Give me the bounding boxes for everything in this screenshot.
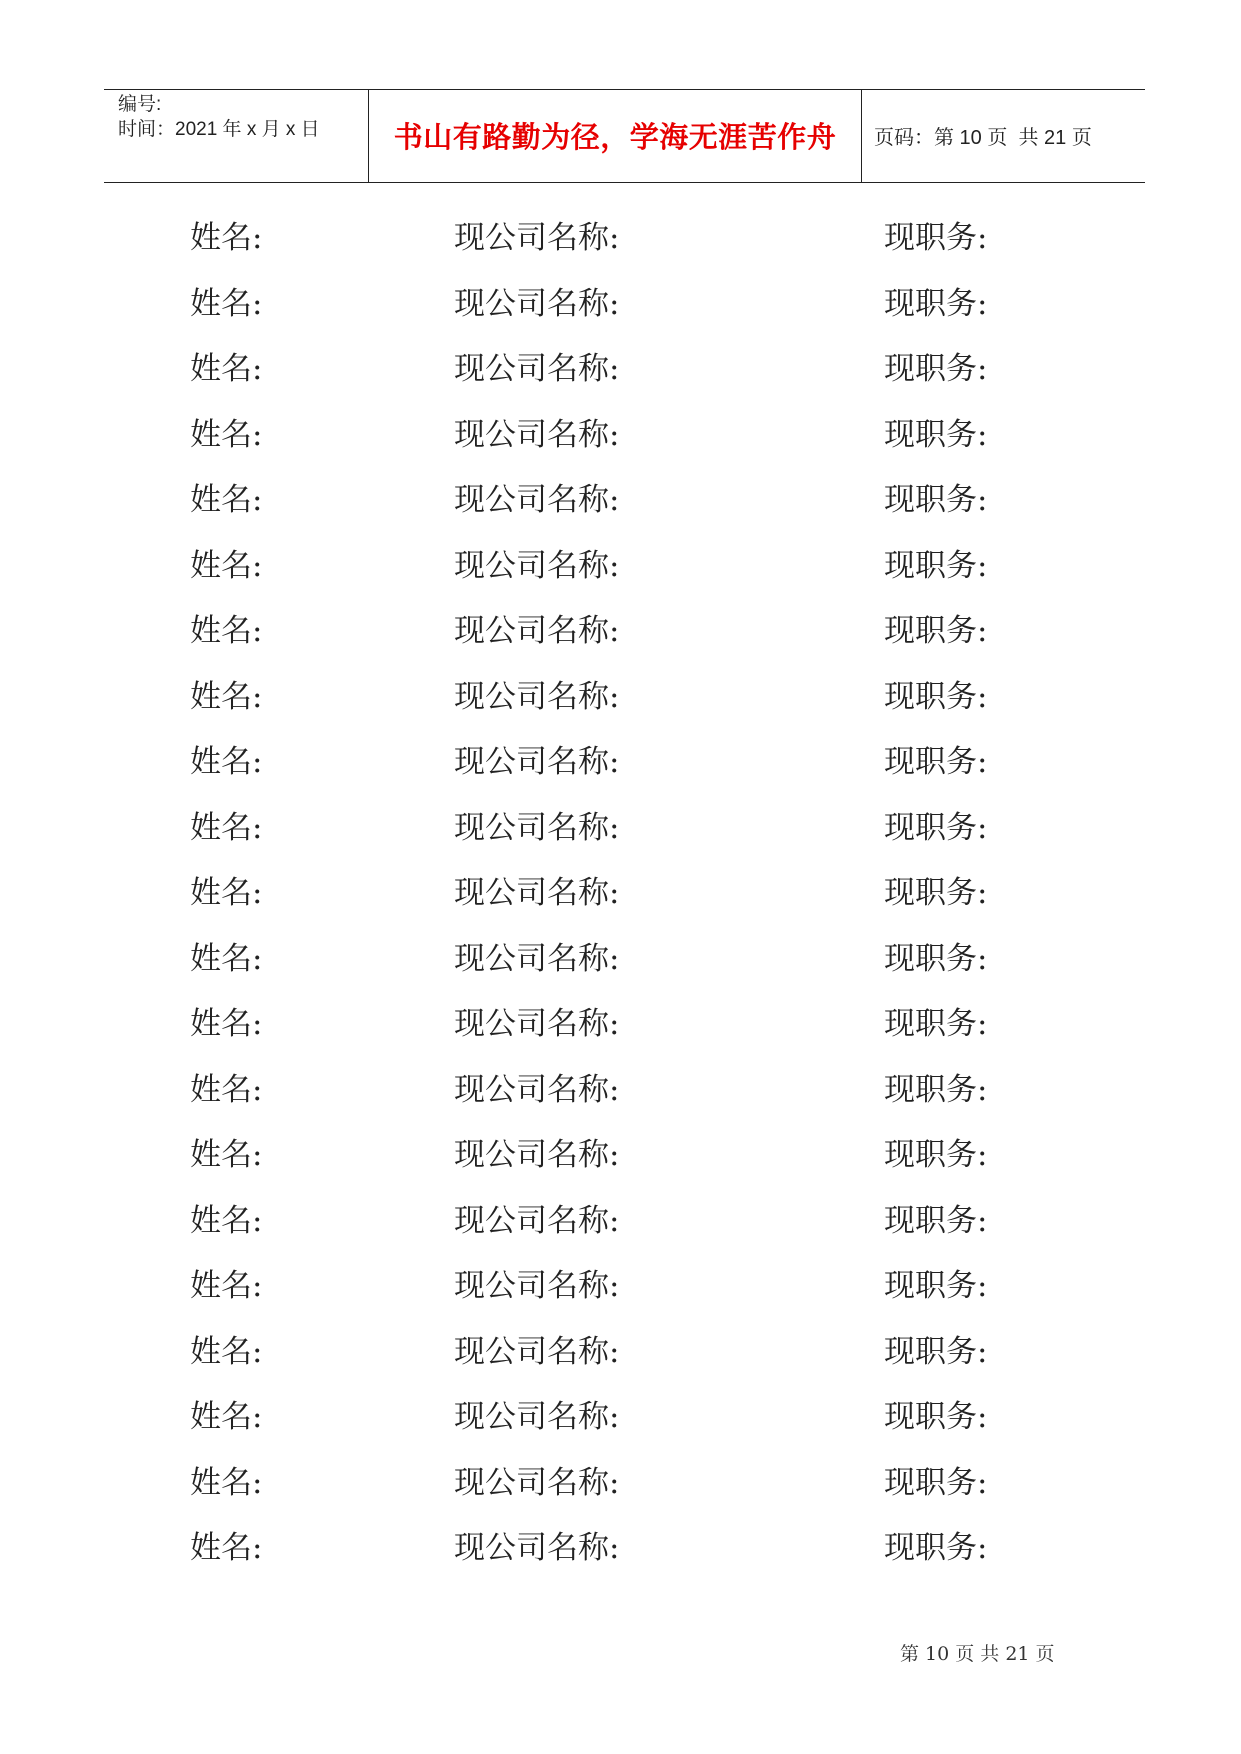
job-title-label: 现职务: xyxy=(884,1333,988,1370)
name-label: 姓名: xyxy=(190,1268,263,1304)
job-title-label: 现职务: xyxy=(884,1071,988,1108)
list-item xyxy=(0,873,1241,939)
company-name-label: 现公司名称: xyxy=(454,1202,620,1239)
company-name-label: 现公司名称: xyxy=(454,1464,620,1501)
list-item xyxy=(0,1266,1241,1332)
company-name-label: 现公司名称: xyxy=(454,1137,620,1173)
name-label: 姓名: xyxy=(190,482,263,518)
job-title-label: 现职务: xyxy=(884,482,988,518)
list-item xyxy=(0,1070,1241,1136)
name-label: 姓名: xyxy=(190,1071,263,1108)
company-name-label: 现公司名称: xyxy=(454,351,620,387)
company-name-label: 现公司名称: xyxy=(454,809,620,846)
company-name-label: 现公司名称: xyxy=(454,1530,620,1566)
name-label: 姓名: xyxy=(190,220,263,256)
company-name-label: 现公司名称: xyxy=(454,678,620,715)
list-item xyxy=(0,284,1241,350)
name-label: 姓名: xyxy=(190,1006,263,1042)
company-name-label: 现公司名称: xyxy=(454,547,620,584)
list-item xyxy=(0,415,1241,481)
company-name-label: 现公司名称: xyxy=(454,744,620,780)
company-name-label: 现公司名称: xyxy=(454,1071,620,1108)
list-item xyxy=(0,808,1241,874)
list-item xyxy=(0,1201,1241,1267)
name-label: 姓名: xyxy=(190,1530,263,1566)
name-label: 姓名: xyxy=(190,547,263,584)
name-label: 姓名: xyxy=(190,285,263,322)
job-title-label: 现职务: xyxy=(884,1530,988,1566)
header-page-info: 页码：第 10 页 共 21 页 xyxy=(874,127,1092,149)
list-item xyxy=(0,1135,1241,1201)
job-title-label: 现职务: xyxy=(884,351,988,387)
job-title-label: 现职务: xyxy=(884,1202,988,1239)
job-title-label: 现职务: xyxy=(884,416,988,453)
list-item xyxy=(0,218,1241,284)
contact-list xyxy=(0,218,1241,1594)
footer-page-number: 第 10 页 共 21 页 xyxy=(900,1643,1055,1665)
header-motto: 书山有路勤为径，学海无涯苦作舟 xyxy=(393,120,837,154)
job-title-label: 现职务: xyxy=(884,744,988,780)
list-item xyxy=(0,1004,1241,1070)
list-item xyxy=(0,349,1241,415)
list-item xyxy=(0,611,1241,677)
job-title-label: 现职务: xyxy=(884,940,988,977)
name-label: 姓名: xyxy=(190,1333,263,1370)
name-label: 姓名: xyxy=(190,1464,263,1501)
name-label: 姓名: xyxy=(190,744,263,780)
job-title-label: 现职务: xyxy=(884,809,988,846)
serial-number-label: 编号: xyxy=(118,94,162,115)
job-title-label: 现职务: xyxy=(884,1137,988,1173)
job-title-label: 现职务: xyxy=(884,285,988,322)
company-name-label: 现公司名称: xyxy=(454,285,620,322)
name-label: 姓名: xyxy=(190,809,263,846)
name-label: 姓名: xyxy=(190,1399,263,1435)
company-name-label: 现公司名称: xyxy=(454,1399,620,1435)
list-item xyxy=(0,1463,1241,1529)
list-item xyxy=(0,1397,1241,1463)
name-label: 姓名: xyxy=(190,678,263,715)
job-title-label: 现职务: xyxy=(884,678,988,715)
job-title-label: 现职务: xyxy=(884,220,988,256)
name-label: 姓名: xyxy=(190,416,263,453)
list-item xyxy=(0,480,1241,546)
company-name-label: 现公司名称: xyxy=(454,220,620,256)
name-label: 姓名: xyxy=(190,875,263,911)
list-item xyxy=(0,1528,1241,1594)
job-title-label: 现职务: xyxy=(884,1006,988,1042)
job-title-label: 现职务: xyxy=(884,1464,988,1501)
job-title-label: 现职务: xyxy=(884,1399,988,1435)
job-title-label: 现职务: xyxy=(884,1268,988,1304)
name-label: 姓名: xyxy=(190,613,263,649)
company-name-label: 现公司名称: xyxy=(454,1268,620,1304)
job-title-label: 现职务: xyxy=(884,547,988,584)
company-name-label: 现公司名称: xyxy=(454,1333,620,1370)
company-name-label: 现公司名称: xyxy=(454,875,620,911)
job-title-label: 现职务: xyxy=(884,875,988,911)
list-item xyxy=(0,939,1241,1005)
company-name-label: 现公司名称: xyxy=(454,416,620,453)
date-label: 时间：2021 年 x 月 x 日 xyxy=(118,119,320,140)
list-item xyxy=(0,1332,1241,1398)
name-label: 姓名: xyxy=(190,351,263,387)
list-item xyxy=(0,546,1241,612)
job-title-label: 现职务: xyxy=(884,613,988,649)
name-label: 姓名: xyxy=(190,940,263,977)
company-name-label: 现公司名称: xyxy=(454,1006,620,1042)
header-bottom-border xyxy=(104,182,1145,183)
company-name-label: 现公司名称: xyxy=(454,940,620,977)
header-divider-right xyxy=(861,89,862,183)
company-name-label: 现公司名称: xyxy=(454,482,620,518)
header-meta xyxy=(118,92,320,142)
company-name-label: 现公司名称: xyxy=(454,613,620,649)
list-item xyxy=(0,677,1241,743)
name-label: 姓名: xyxy=(190,1137,263,1173)
name-label: 姓名: xyxy=(190,1202,263,1239)
list-item xyxy=(0,742,1241,808)
